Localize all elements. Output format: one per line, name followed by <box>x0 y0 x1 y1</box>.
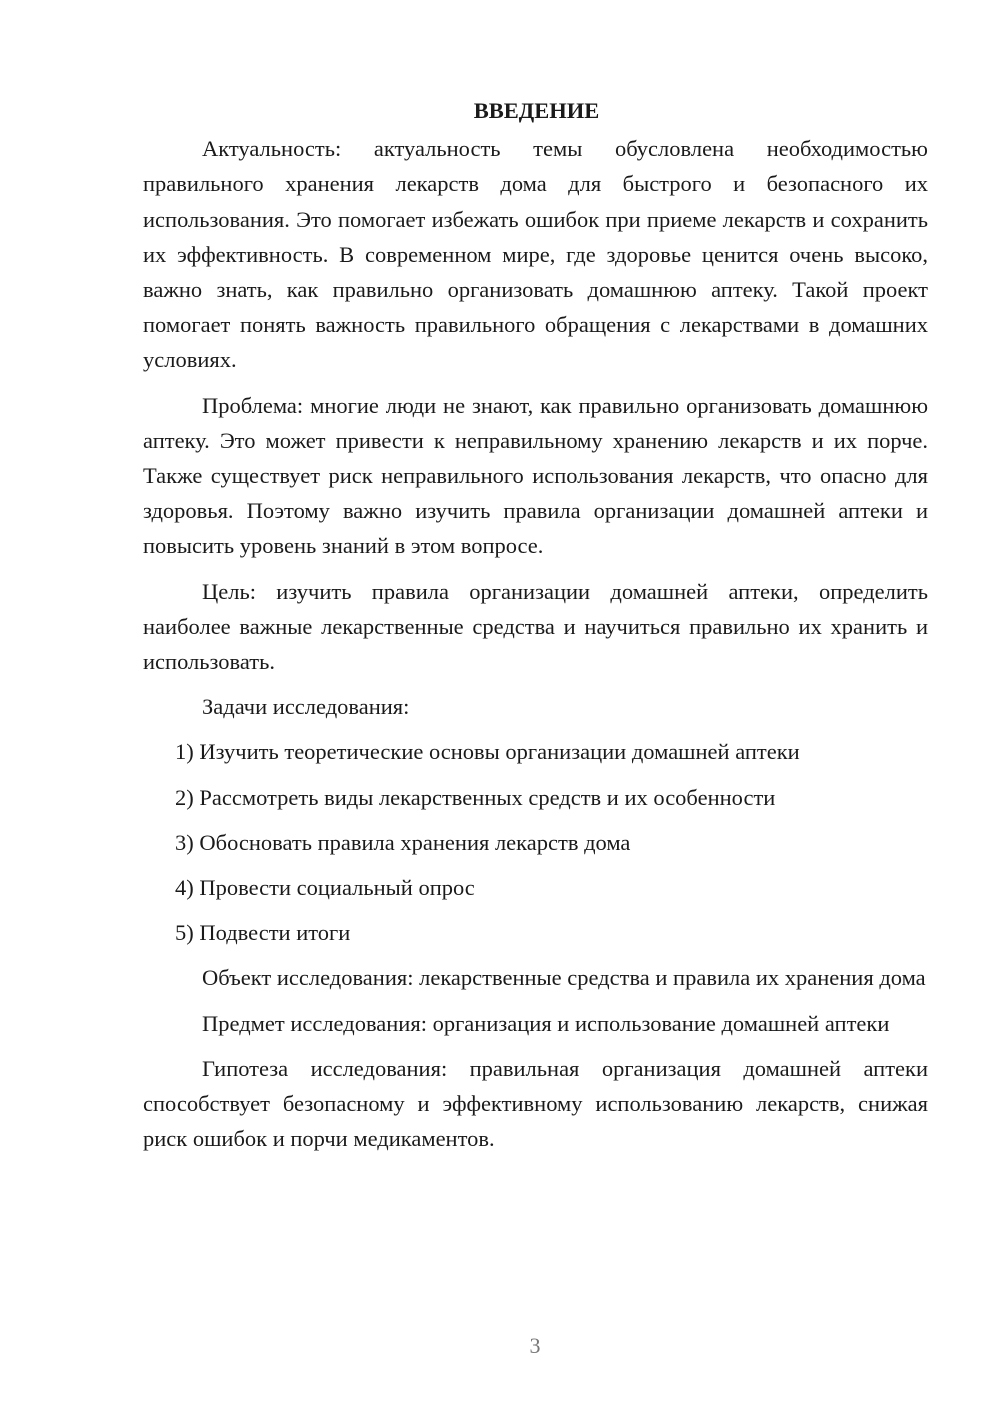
section-title: ВВЕДЕНИЕ <box>473 98 600 123</box>
tasks-heading: Задачи исследования: <box>202 694 410 720</box>
task-item: 2) Рассмотреть виды лекарственных средств и их особенности <box>175 784 776 810</box>
task-item: 1) Изучить теоретические основы организации домашней аптеки <box>175 739 800 765</box>
page-number: 3 <box>529 1333 541 1358</box>
task-item: 3) Обосновать правила хранения лекарств дома <box>175 829 631 855</box>
task-item: 5) Подвести итоги <box>175 920 351 946</box>
object-paragraph: Объект исследования: лекарственные средства и правила их хранения дома <box>202 965 926 991</box>
page-content <box>143 93 928 1166</box>
tasks-list <box>143 734 928 950</box>
subject-paragraph: Предмет исследования: организация и использование домашней аптеки <box>202 1010 890 1036</box>
hypothesis-paragraph: Гипотеза исследования: правильная организация домашней аптеки способствует безопасному и эффективному использованию лекарств, снижая риск ошибок и порчи медикаментов. <box>143 1055 928 1152</box>
task-item: 4) Провести социальный опрос <box>175 875 475 901</box>
goal-paragraph: Цель: изучить правила организации домашней аптеки, определить наиболее важные лекарственные средства и научиться правильно их хранить и использовать. <box>143 578 928 675</box>
problem-paragraph: Проблема: многие люди не знают, как правильно организовать домашнюю аптеку. Это может привести к неправильному хранению лекарств и их порче. Также существует риск неправильного использования лекарств, что опасно для здоровья. Поэтому важно изучить правила организации домашней аптеки и повысить уровень знаний в этом вопросе. <box>143 392 928 559</box>
relevance-paragraph: Актуальность: актуальность темы обусловлена необходимостью правильного хранения лекарств дома для быстрого и безопасного их использования. Это помогает избежать ошибок при приеме лекарств и сохранить их эффективность. В современном мире, где здоровье ценится очень высоко, важно знать, как правильно организовать домашнюю аптеку. Такой проект помогает понять важность правильного обращения с лекарствами в домашних условиях. <box>143 136 928 373</box>
